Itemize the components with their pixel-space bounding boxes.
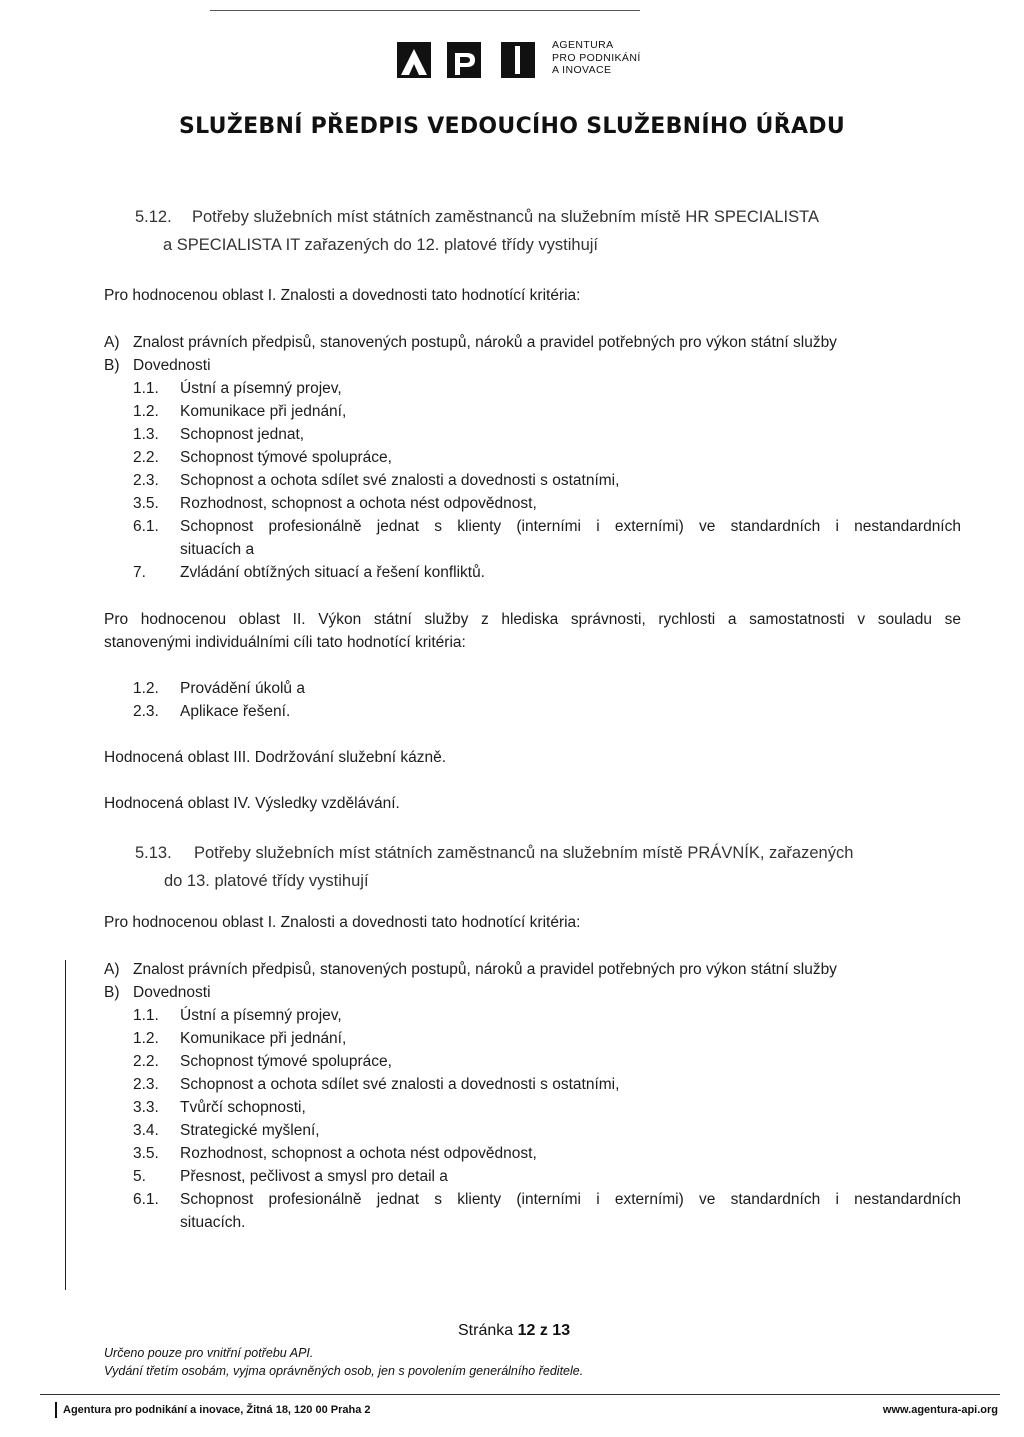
skill-text-continuation: situacích a bbox=[180, 541, 255, 558]
skill-num: 2.3. bbox=[133, 472, 159, 489]
header-top-rule bbox=[210, 10, 640, 11]
skill-num: 2.2. bbox=[133, 1053, 159, 1070]
skill-num: 7. bbox=[133, 564, 146, 581]
section-5-12-a-label: A) bbox=[104, 334, 120, 351]
skill-num: 1.1. bbox=[133, 1007, 159, 1024]
skill-text: Ústní a písemný projev, bbox=[180, 380, 342, 397]
section-5-12-b-text: Dovednosti bbox=[133, 357, 211, 374]
skill-text: Strategické myšlení, bbox=[180, 1122, 320, 1139]
footer-address: Agentura pro podnikání a inovace, Žitná 18, 120 00 Praha 2 bbox=[63, 1404, 371, 1416]
section-5-13-heading-line1: Potřeby služebních míst státních zaměstnanců na služebním místě PRÁVNÍK, zařazených bbox=[194, 844, 854, 862]
skill-num: 1.3. bbox=[133, 426, 159, 443]
footer-website: www.agentura-api.org bbox=[882, 1404, 998, 1416]
api-logo-mark bbox=[397, 42, 535, 78]
section-5-12-heading-line1: Potřeby služebních míst státních zaměstnanců na služebním místě HR SPECIALISTA bbox=[192, 208, 819, 226]
section-5-13-b-label: B) bbox=[104, 984, 120, 1001]
skill-text: Komunikace při jednání, bbox=[180, 1030, 347, 1047]
section-5-12-area4: Hodnocená oblast IV. Výsledky vzdělávání. bbox=[104, 795, 400, 812]
skill-text: Schopnost týmové spolupráce, bbox=[180, 1053, 392, 1070]
skill-num: 1.1. bbox=[133, 380, 159, 397]
section-5-13-b-text: Dovednosti bbox=[133, 984, 211, 1001]
skill-text: Tvůrčí schopnosti, bbox=[180, 1099, 306, 1116]
skill-text: Schopnost jednat, bbox=[180, 426, 305, 443]
page-number bbox=[458, 1322, 570, 1340]
skill-text: Schopnost a ochota sdílet své znalosti a dovednosti s ostatními, bbox=[180, 1076, 620, 1093]
agency-line-3: A INOVACE bbox=[552, 64, 612, 76]
skill-num: 6.1. bbox=[133, 1191, 159, 1208]
page-word: Stránka bbox=[458, 1322, 514, 1339]
margin-bar bbox=[65, 960, 66, 1290]
skill-text: Schopnost a ochota sdílet své znalosti a dovednosti s ostatními, bbox=[180, 472, 620, 489]
section-5-12-heading-line2: a SPECIALISTA IT zařazených do 12. platové třídy vystihují bbox=[163, 236, 599, 254]
agency-line-2: PRO PODNIKÁNÍ bbox=[552, 51, 641, 64]
section-5-12-a-text: Znalost právních předpisů, stanovených postupů, nároků a pravidel potřebných pro výkon státní služby bbox=[133, 334, 837, 351]
agency-name bbox=[552, 39, 641, 77]
footer-note-distribution: Vydání třetím osobám, vyjma oprávněných osob, jen s povolením generálního ředitele. bbox=[104, 1364, 584, 1378]
skill-num: 3.3. bbox=[133, 1099, 159, 1116]
skill-num: 2.2. bbox=[133, 449, 159, 466]
skill-text: Zvládání obtížných situací a řešení konfliktů. bbox=[180, 564, 485, 581]
skill-num: 3.5. bbox=[133, 495, 159, 512]
footer-rule bbox=[40, 1394, 1000, 1395]
section-5-12-area3: Hodnocená oblast III. Dodržování služební kázně. bbox=[104, 749, 447, 766]
footer-tick bbox=[55, 1402, 57, 1418]
document-title: SLUŽEBNÍ PŘEDPIS VEDOUCÍHO SLUŽEBNÍHO ÚŘADU bbox=[178, 114, 846, 139]
skill-text: Schopnost profesionálně jednat s klienty (interními i externími) ve standardních i nestandardních bbox=[180, 1191, 961, 1208]
skill-num: 1.2. bbox=[133, 403, 159, 420]
skill-num: 3.5. bbox=[133, 1145, 159, 1162]
skill-text: Ústní a písemný projev, bbox=[180, 1007, 342, 1024]
skill-num: 2.3. bbox=[133, 1076, 159, 1093]
area2-item-text: Aplikace řešení. bbox=[180, 703, 291, 720]
section-5-13-area1-intro: Pro hodnocenou oblast I. Znalosti a dovednosti tato hodnotící kritéria: bbox=[104, 914, 581, 931]
skill-text: Schopnost týmové spolupráce, bbox=[180, 449, 392, 466]
agency-line-1: AGENTURA bbox=[552, 39, 614, 51]
skill-text: Rozhodnost, schopnost a ochota nést odpovědnost, bbox=[180, 495, 537, 512]
section-5-12-area1-intro: Pro hodnocenou oblast I. Znalosti a dovednosti tato hodnotící kritéria: bbox=[104, 287, 581, 304]
api-logo bbox=[397, 42, 535, 78]
skill-text-continuation: situacích. bbox=[180, 1214, 246, 1231]
area2-item-num: 2.3. bbox=[133, 703, 159, 720]
skill-num: 5. bbox=[133, 1168, 146, 1185]
section-5-12-area2-line1: Pro hodnocenou oblast II. Výkon státní služby z hlediska správnosti, rychlosti a samostatnosti v souladu se bbox=[104, 611, 961, 628]
section-5-13-a-text: Znalost právních předpisů, stanovených postupů, nároků a pravidel potřebných pro výkon státní služby bbox=[133, 961, 837, 978]
footer-note-internal: Určeno pouze pro vnitřní potřebu API. bbox=[104, 1346, 314, 1360]
skill-num: 6.1. bbox=[133, 518, 159, 535]
section-5-12-number: 5.12. bbox=[135, 208, 172, 226]
section-5-13-number: 5.13. bbox=[135, 844, 172, 862]
skill-text: Rozhodnost, schopnost a ochota nést odpovědnost, bbox=[180, 1145, 537, 1162]
area2-item-num: 1.2. bbox=[133, 680, 159, 697]
skill-num: 3.4. bbox=[133, 1122, 159, 1139]
page-of: z bbox=[539, 1322, 548, 1339]
skill-text: Komunikace při jednání, bbox=[180, 403, 347, 420]
page-total: 13 bbox=[552, 1322, 571, 1339]
page-current: 12 bbox=[517, 1322, 536, 1339]
area2-item-text: Provádění úkolů a bbox=[180, 680, 305, 697]
skill-num: 1.2. bbox=[133, 1030, 159, 1047]
section-5-12-b-label: B) bbox=[104, 357, 120, 374]
skill-text: Přesnost, pečlivost a smysl pro detail a bbox=[180, 1168, 448, 1185]
skill-text: Schopnost profesionálně jednat s klienty (interními i externími) ve standardních i nestandardních bbox=[180, 518, 961, 535]
section-5-13-a-label: A) bbox=[104, 961, 120, 978]
section-5-12-area2-line2: stanovenými individuálními cíli tato hodnotící kritéria: bbox=[104, 634, 466, 651]
section-5-13-heading-line2: do 13. platové třídy vystihují bbox=[164, 872, 369, 890]
